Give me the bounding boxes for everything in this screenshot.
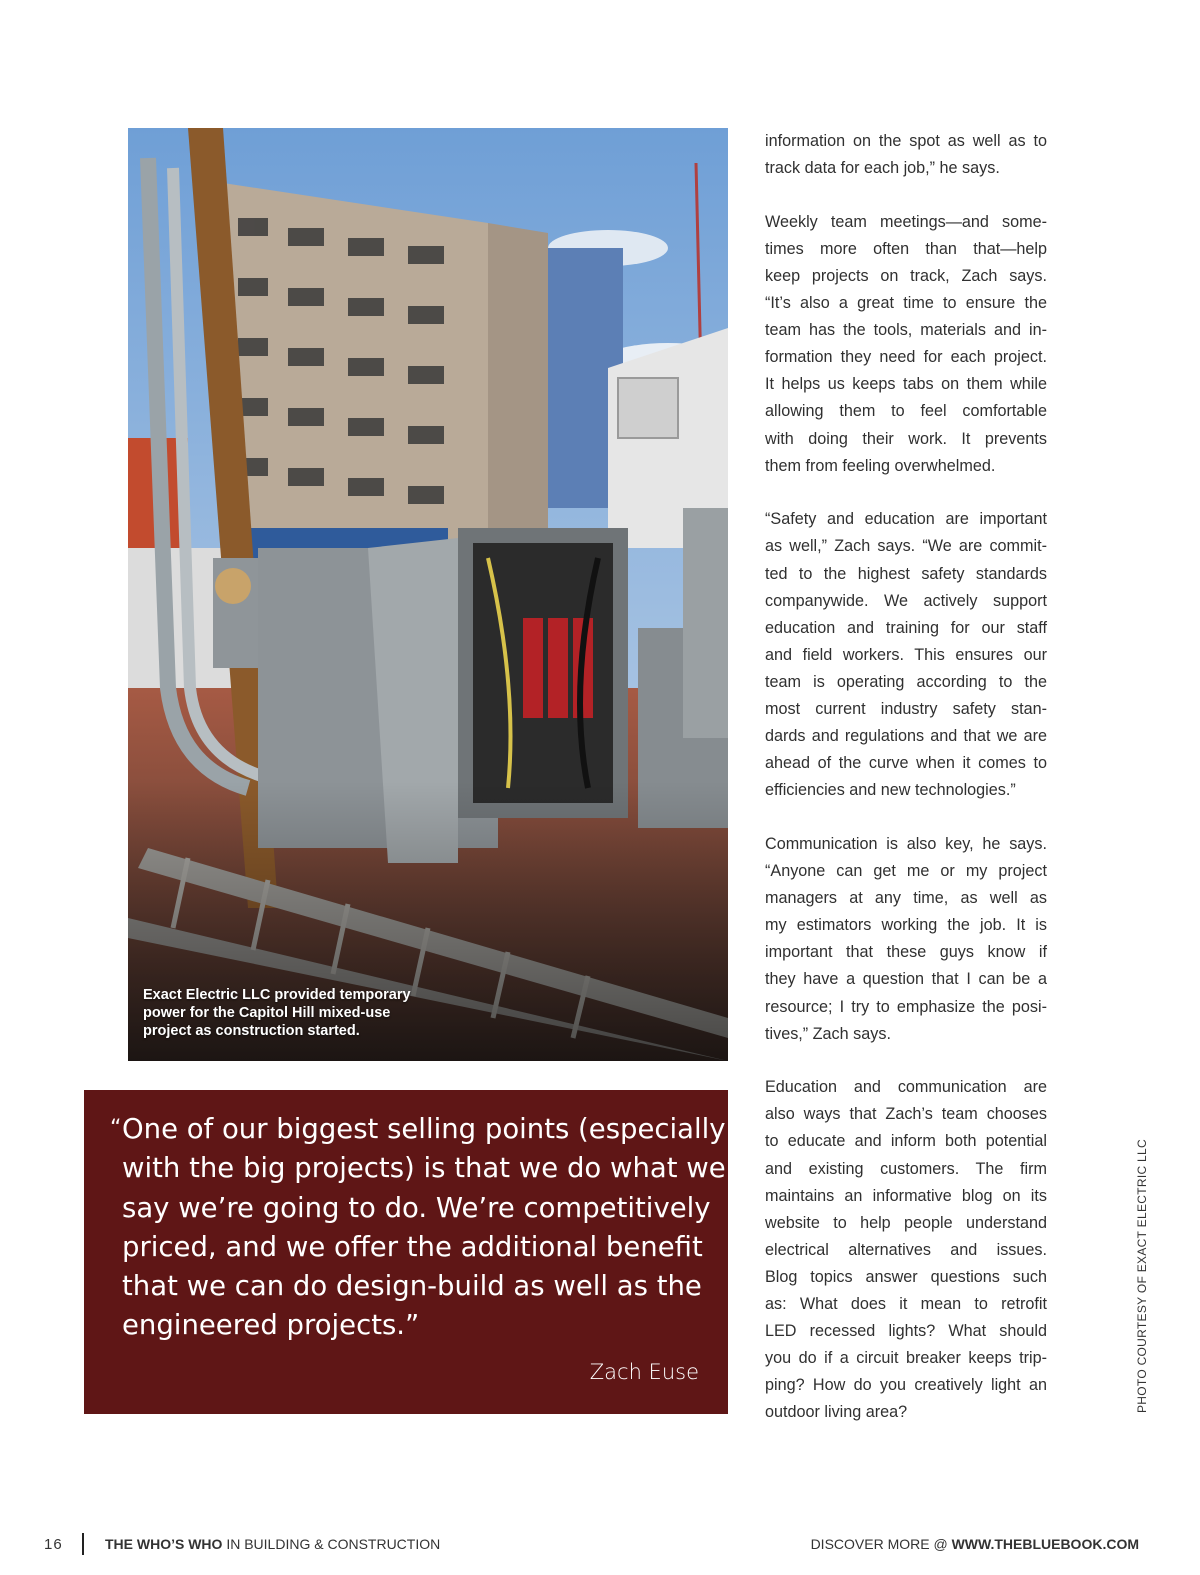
text-line: important that these guys know if: [765, 943, 1047, 962]
text-line: website to help people understand: [765, 1213, 1047, 1232]
text-line: to educate and inform both potential: [765, 1132, 1047, 1151]
text-line: ted to the highest safety standards: [765, 564, 1047, 583]
website-link[interactable]: WWW.THEBLUEBOOK.COM: [951, 1536, 1139, 1552]
pull-quote-text: [122, 1110, 726, 1346]
text-line: companywide. We actively support: [765, 591, 1047, 610]
text-line: resource; I try to emphasize the posi-: [765, 997, 1047, 1016]
text-line: you do if a circuit breaker keeps trip-: [765, 1349, 1047, 1368]
article-body: [765, 128, 1047, 1453]
article-paragraph: [765, 831, 1047, 1048]
text-line: Education and communication are: [765, 1078, 1047, 1097]
article-paragraph: [765, 128, 1047, 182]
text-line: most current industry safety stan-: [765, 699, 1047, 718]
quote-line: engineered projects.”: [122, 1309, 420, 1342]
article-paragraph: [765, 209, 1047, 480]
quote-line: with the big projects) is that we do what we: [122, 1152, 726, 1185]
text-line: allowing them to feel comfortable: [765, 402, 1047, 421]
text-line: “Safety and education are important: [765, 510, 1047, 529]
text-line: Blog topics answer questions such: [765, 1267, 1047, 1286]
text-line: team is operating according to the: [765, 672, 1047, 691]
text-line: ahead of the curve when it comes to: [765, 754, 1047, 773]
text-line: Weekly team meetings—and some-: [765, 212, 1047, 231]
text-line: times more often than that—help: [765, 239, 1047, 258]
text-line: efficiencies and new technologies.”: [765, 781, 1016, 800]
photo-credit: PHOTO COURTESY OF EXACT ELECTRIC LLC: [1135, 1139, 1149, 1413]
text-line: with doing their work. It prevents: [765, 429, 1047, 448]
text-line: also ways that Zach’s team chooses: [765, 1105, 1047, 1124]
text-line: LED recessed lights? What should: [765, 1322, 1047, 1341]
open-quote-mark: “: [110, 1116, 122, 1141]
photo-illustration: [128, 128, 728, 1061]
caption-line: Exact Electric LLC provided temporary: [143, 987, 411, 1003]
photo-caption: [143, 986, 443, 1040]
publication-name-rest: IN BUILDING & CONSTRUCTION: [222, 1536, 441, 1552]
text-line: formation they need for each project.: [765, 348, 1047, 367]
text-line: electrical alternatives and issues.: [765, 1240, 1047, 1259]
text-line: ping? How do you creatively light an: [765, 1376, 1047, 1395]
text-line: team has the tools, materials and in-: [765, 321, 1047, 340]
text-line: Communication is also key, he says.: [765, 834, 1047, 853]
quote-line: priced, and we offer the additional benefit: [122, 1230, 703, 1263]
text-line: managers at any time, as well as: [765, 889, 1047, 908]
text-line: It helps us keeps tabs on them while: [765, 375, 1047, 394]
quote-line: that we can do design-build as well as the: [122, 1270, 702, 1303]
text-line: track data for each job,” he says.: [765, 159, 1000, 178]
publication-name-bold: THE WHO’S WHO: [105, 1536, 223, 1552]
text-line: education and training for our staff: [765, 618, 1047, 637]
text-line: tives,” Zach says.: [765, 1024, 891, 1043]
text-line: my estimators working the job. It is: [765, 916, 1047, 935]
text-line: and field workers. This ensures our: [765, 645, 1047, 664]
text-line: information on the spot as well as to: [765, 132, 1047, 150]
construction-photo: [128, 128, 728, 1061]
text-line: keep projects on track, Zach says.: [765, 266, 1047, 285]
quote-line: say we’re going to do. We’re competitively: [122, 1191, 711, 1224]
caption-line: power for the Capitol Hill mixed-use: [143, 1005, 391, 1021]
text-line: and existing customers. The firm: [765, 1159, 1047, 1178]
text-line: “Anyone can get me or my project: [765, 862, 1047, 881]
quote-line: One of our biggest selling points (especially: [122, 1113, 726, 1145]
article-paragraph: [765, 506, 1047, 804]
text-line: them from feeling overwhelmed.: [765, 456, 996, 475]
footer-divider: [82, 1533, 84, 1555]
text-line: maintains an informative blog on its: [765, 1186, 1047, 1205]
article-paragraph: [765, 1074, 1047, 1426]
page-number: 16: [44, 1536, 63, 1553]
discover-label: DISCOVER MORE @: [810, 1536, 952, 1552]
text-line: outdoor living area?: [765, 1403, 908, 1422]
quote-attribution: Zach Euse: [589, 1360, 699, 1384]
pull-quote-box: [84, 1090, 728, 1414]
caption-line: project as construction started.: [143, 1023, 360, 1039]
publication-name: [105, 1536, 440, 1552]
text-line: dards and regulations and that we are: [765, 727, 1047, 746]
text-line: “It’s also a great time to ensure the: [765, 294, 1047, 313]
text-line: as: What does it mean to retrofit: [765, 1295, 1047, 1314]
text-line: they have a question that I can be a: [765, 970, 1047, 989]
text-line: as well,” Zach says. “We are commit-: [765, 537, 1047, 556]
discover-more: [811, 1536, 1139, 1552]
